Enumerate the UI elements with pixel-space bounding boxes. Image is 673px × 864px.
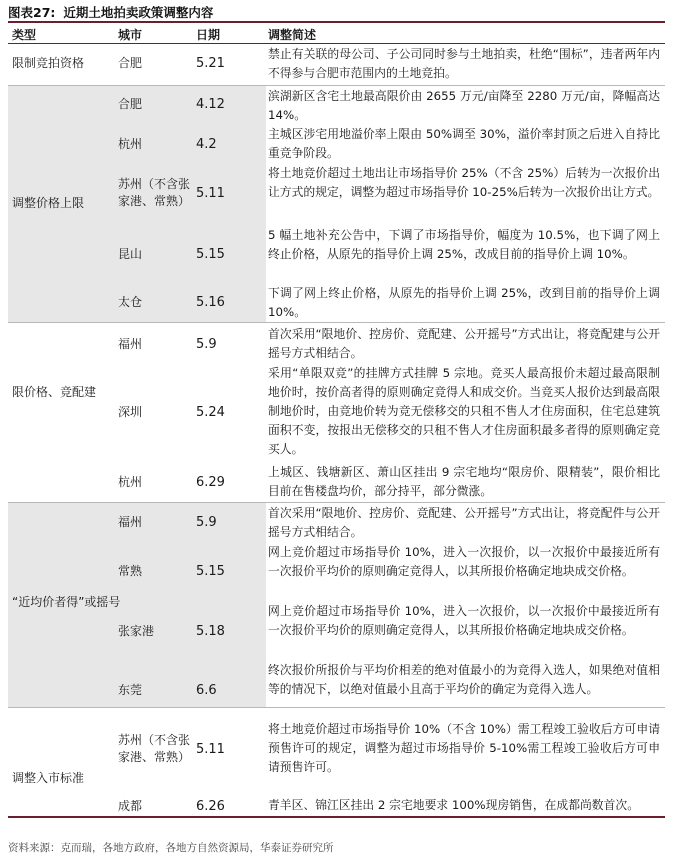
figure-title-text: 近期土地拍卖政策调整内容 — [63, 5, 214, 20]
row-date: 5.18 — [196, 624, 225, 639]
row-summary: 将土地竞价超过土地出让市场指导价 25%（不含 25%）后转为一次报价出让方式的规定，调整为超过市场指导价 10-25%后转为一次报价出让方式。 — [268, 166, 660, 199]
row-date: 5.11 — [196, 742, 225, 757]
group-type: 限价格、竞配建 — [12, 385, 97, 399]
group-divider — [8, 707, 665, 708]
row-city: 福州 — [118, 337, 143, 351]
row-summary: 滨湖新区含宅土地最高限价由 2655 万元/亩降至 2280 万元/亩，降幅高达 14%。 — [268, 89, 660, 122]
row-date: 5.21 — [196, 56, 225, 71]
row-summary: 主城区涉宅用地溢价率上限由 50%调至 30%，溢价率封顶之后进入自持比重竞争阶段。 — [268, 127, 660, 160]
row-date: 5.11 — [196, 186, 225, 201]
row-date: 4.2 — [196, 137, 217, 152]
row-date: 5.16 — [196, 295, 225, 310]
header-date: 日期 — [196, 28, 221, 42]
row-summary: 青羊区、锦江区挂出 2 宗宅地要求 100%现房销售，在成都尚数首次。 — [268, 798, 639, 812]
row-summary: 首次采用“限地价、控房价、竞配建、公开摇号”方式出让，将竞配建与公开摇号方式相结合。 — [268, 327, 660, 360]
row-date: 5.15 — [196, 564, 225, 579]
row-summary: 将土地竞价超过市场指导价 10%（不含 10%）需工程竣工验收后方可申请预售许可的规定，调整为超过市场指导价 5-10%需工程竣工验收后方可申请预售许可。 — [268, 722, 660, 774]
header-summary: 调整简述 — [268, 28, 317, 42]
row-summary: 采用“单限双竞”的挂牌方式挂牌 5 宗地。竞买人最高报价未超过最高限制地价时，按价高者得的原则确定竞得人和成交价。当竞买人报价达到最高限制地价时，由竞地价转为竞无偿移交的只租不售人才住房面积，住宅总建筑面积不变，按报出无偿移交的只租不售人才住房面积最多者得的原则确定竞买人。 — [268, 366, 660, 456]
row-city: 杭州 — [118, 137, 143, 151]
row-summary: 终次报价所报价与平均价相差的绝对值最小的为竞得入选人，如果绝对值相等的情况下，以绝对值最小且高于平均价的确定为竞得入选人。 — [268, 663, 660, 696]
row-city: 太仓 — [118, 295, 143, 309]
group-type: 限制竞拍资格 — [12, 56, 85, 70]
group-divider — [8, 85, 665, 86]
group-type: “近均价者得”或摇号 — [12, 595, 121, 609]
row-city: 常熟 — [118, 564, 143, 578]
row-city: 苏州（不含张家港、常熟） — [118, 733, 191, 764]
table-header — [8, 23, 665, 43]
row-city: 东莞 — [118, 683, 143, 697]
row-city: 深圳 — [118, 405, 143, 419]
source-note: 资料来源：克而瑞，各地方政府，各地方自然资源局，华泰证券研究所 — [8, 842, 334, 854]
row-summary: 5 幅土地补充公告中，下调了市场指导价，幅度为 10.5%，也下调了网上终止价格，从原先的指导价上调 25%，改成目前的指导价上调 10%。 — [268, 228, 660, 261]
row-summary: 网上竞价超过市场指导价 10%，进入一次报价，以一次报价中最接近所有一次报价平均价的原则确定竞得人，以其所报价格确定地块成交价格。 — [268, 604, 660, 637]
row-date: 5.9 — [196, 337, 217, 352]
row-date: 6.6 — [196, 683, 217, 698]
row-city: 杭州 — [118, 475, 143, 489]
row-city: 合肥 — [118, 97, 143, 111]
row-date: 5.15 — [196, 247, 225, 262]
row-city: 合肥 — [118, 56, 143, 70]
row-date: 5.24 — [196, 405, 225, 420]
row-city: 张家港 — [118, 624, 155, 638]
row-summary: 首次采用“限地价、控房价、竞配建、公开摇号”方式出让，将竞配件与公开摇号方式相结合。 — [268, 506, 660, 539]
row-date: 6.26 — [196, 799, 225, 814]
group-divider — [8, 502, 665, 503]
header-type: 类型 — [12, 28, 37, 42]
row-city: 苏州（不含张家港、常熟） — [118, 177, 191, 208]
header-rule — [8, 43, 665, 44]
row-summary: 网上竞价超过市场指导价 10%，进入一次报价，以一次报价中最接近所有一次报价平均价的原则确定竞得人，以其所报价格确定地块成交价格。 — [268, 545, 660, 578]
header-city: 城市 — [118, 28, 143, 42]
row-city: 福州 — [118, 515, 143, 529]
row-date: 4.12 — [196, 97, 225, 112]
row-summary: 下调了网上终止价格，从原先的指导价上调 25%，改到目前的指导价上调 10%。 — [268, 286, 660, 319]
group-type: 调整价格上限 — [12, 196, 85, 210]
figure-title — [8, 3, 213, 21]
bottom-rule — [8, 816, 665, 818]
row-date: 5.9 — [196, 515, 217, 530]
figure-label: 图表27: — [8, 5, 56, 20]
row-city: 昆山 — [118, 247, 143, 261]
group-divider — [8, 322, 665, 323]
row-summary: 禁止有关联的母公司、子公司同时参与土地拍卖，杜绝“围标”，违者两年内不得参与合肥市范围内的土地竞拍。 — [268, 47, 660, 80]
group-type: 调整入市标准 — [12, 771, 85, 785]
row-date: 6.29 — [196, 475, 225, 490]
row-summary: 上城区、钱塘新区、萧山区挂出 9 宗宅地均“限房价、限精装”，限价相比目前在售楼盘均价，部分持平，部分微涨。 — [268, 465, 660, 498]
row-city: 成都 — [118, 799, 143, 813]
